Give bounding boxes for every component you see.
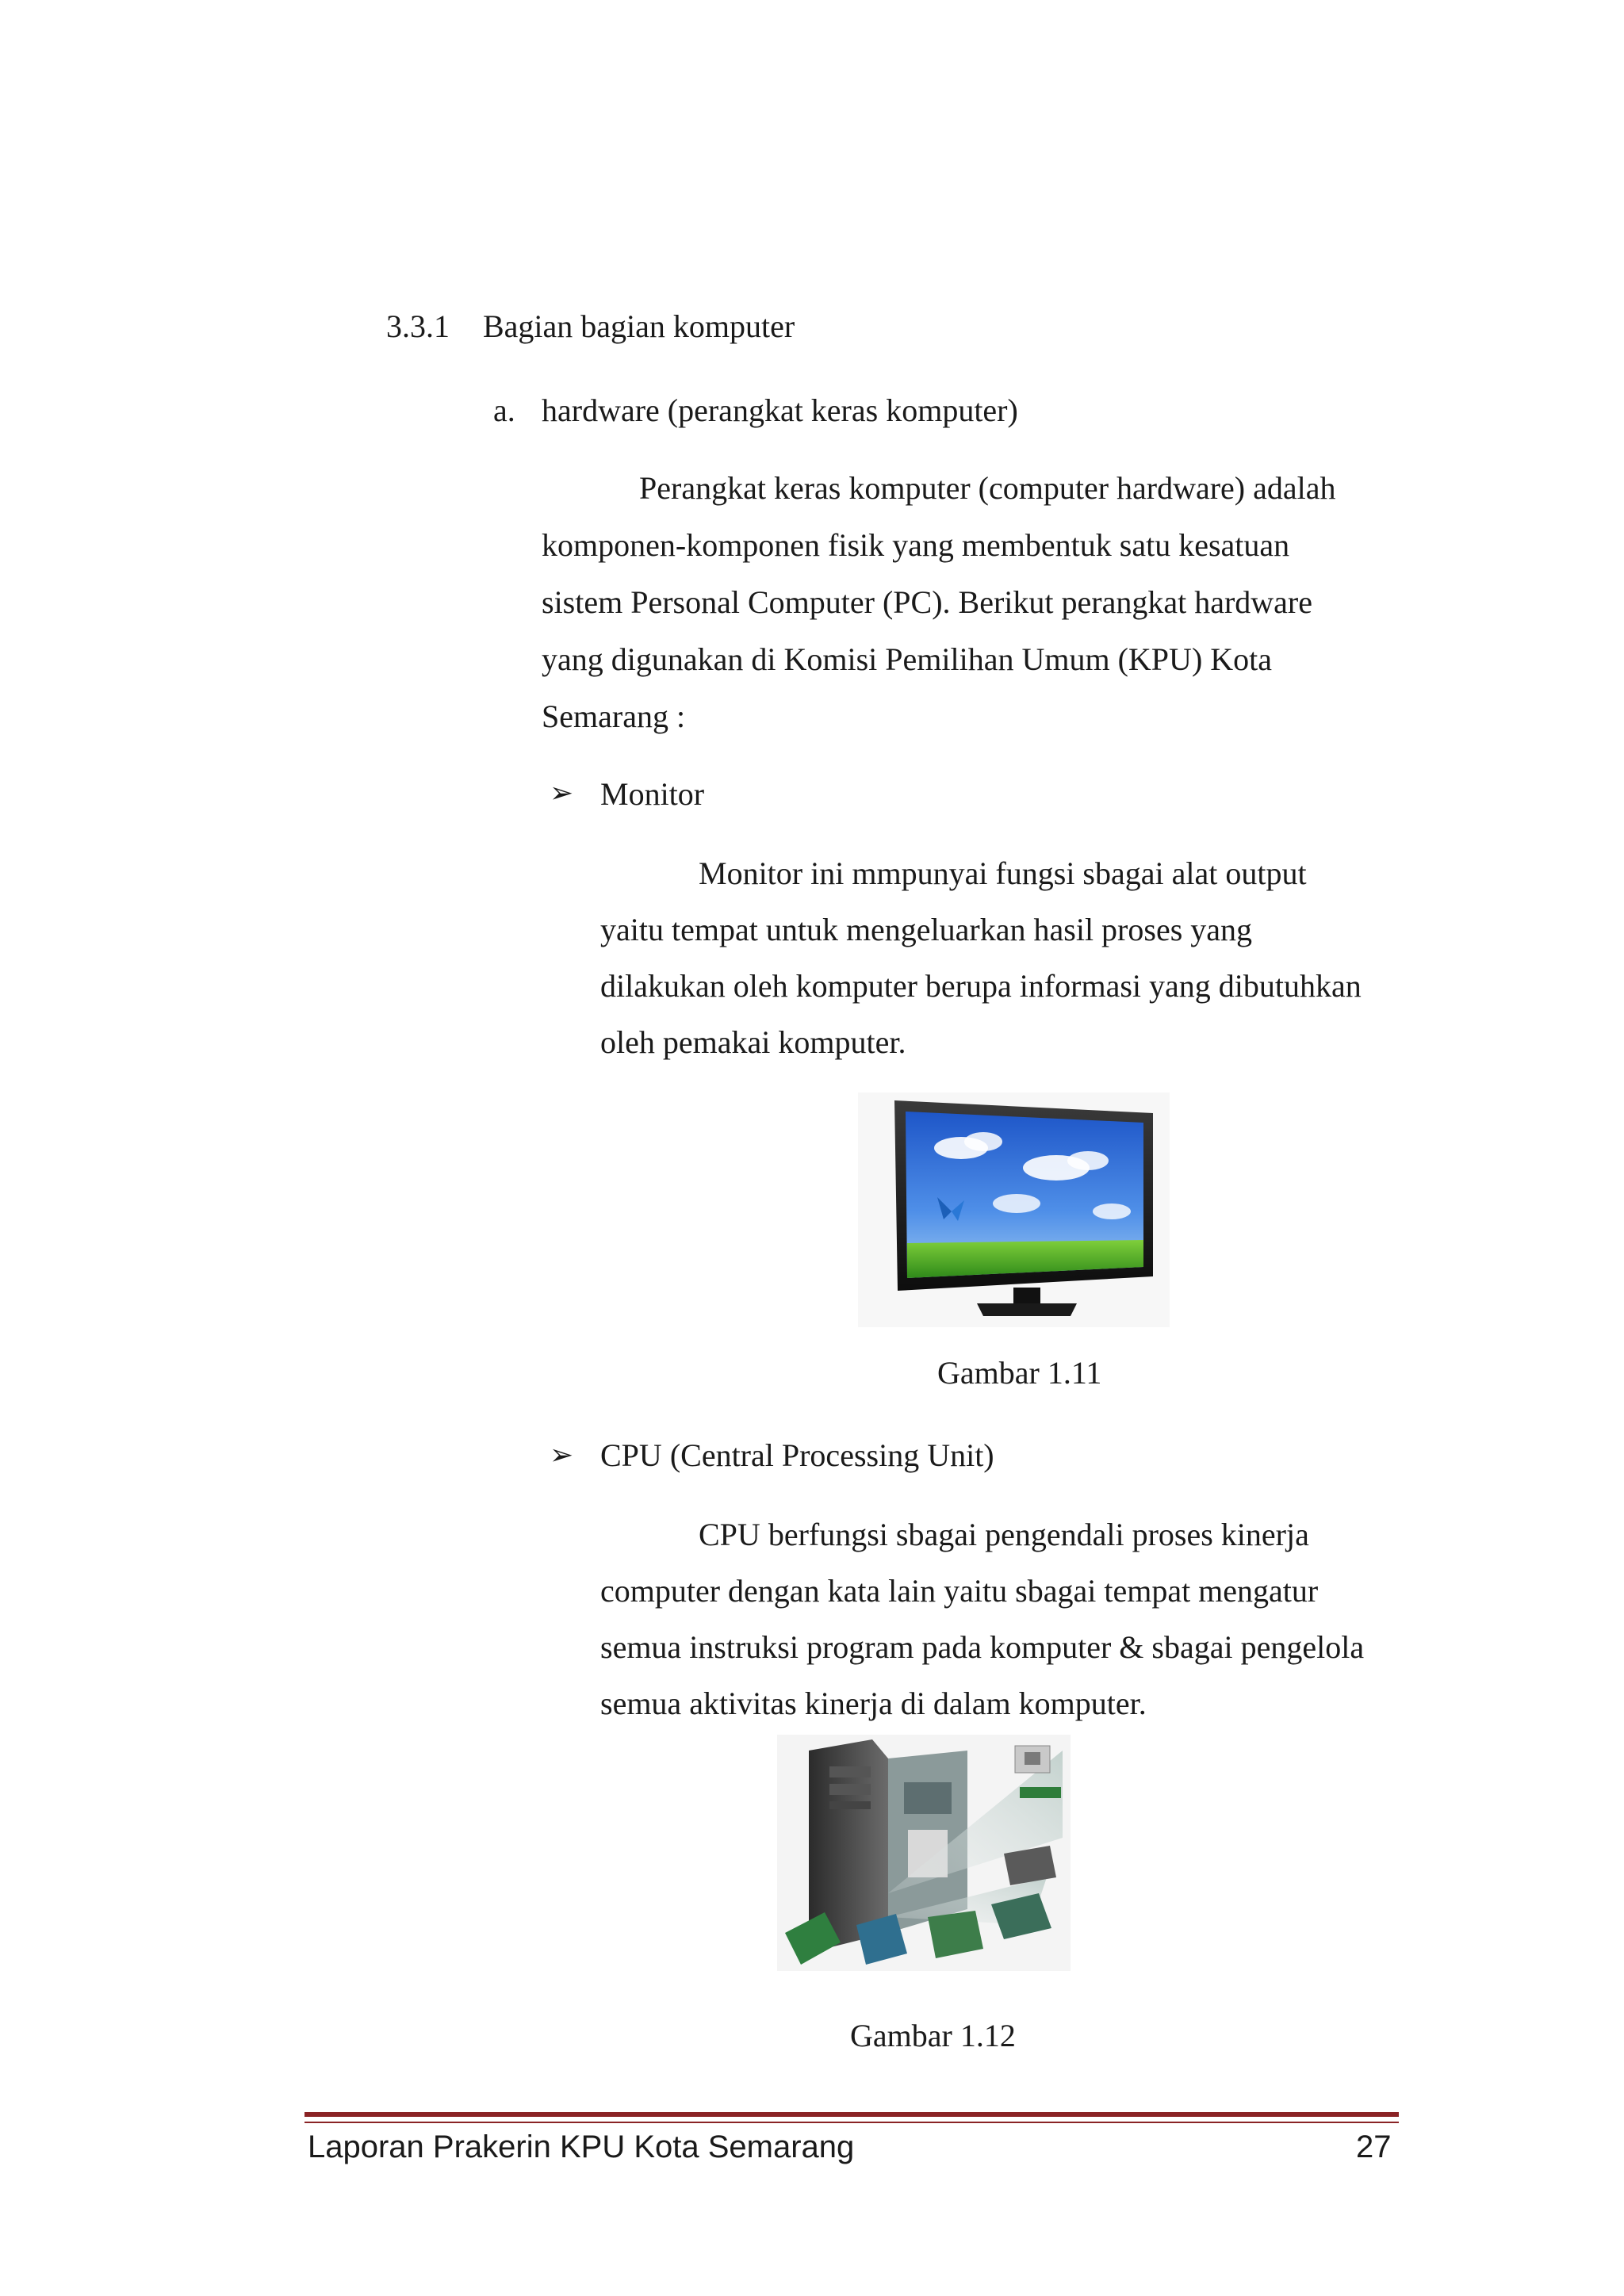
cpu-line: CPU berfungsi sbagai pengendali proses kinerja <box>699 1517 1309 1552</box>
intro-line: Perangkat keras komputer (computer hardware) adalah <box>639 470 1336 506</box>
intro-line: komponen-komponen fisik yang membentuk satu kesatuan <box>542 527 1290 563</box>
subsection-marker: a. <box>493 392 515 428</box>
bullet-arrow-icon: ➢ <box>550 777 574 809</box>
section-number: 3.3.1 <box>386 308 450 344</box>
cpu-illustration <box>777 1735 1071 1971</box>
monitor-line: dilakukan oleh komputer berupa informasi yang dibutuhkan <box>600 968 1362 1004</box>
intro-line: sistem Personal Computer (PC). Berikut perangkat hardware <box>542 584 1312 620</box>
monitor-description <box>600 845 1392 1070</box>
bullet-arrow-icon: ➢ <box>550 1439 574 1471</box>
monitor-line: oleh pemakai komputer. <box>600 1024 906 1060</box>
page-number: 27 <box>1356 2130 1392 2164</box>
cpu-description <box>600 1506 1392 1732</box>
footer-rule-thick <box>304 2112 1399 2117</box>
intro-line: Semarang : <box>542 698 686 734</box>
intro-line: yang digunakan di Komisi Pemilihan Umum (KPU) Kota <box>542 641 1273 677</box>
monitor-line: Monitor ini mmpunyai fungsi sbagai alat output <box>699 855 1307 891</box>
item-title-cpu: CPU (Central Processing Unit) <box>600 1437 994 1473</box>
footer-title: Laporan Prakerin KPU Kota Semarang <box>308 2130 855 2164</box>
monitor-line: yaitu tempat untuk mengeluarkan hasil proses yang <box>600 912 1253 947</box>
figure-caption-1-11: Gambar 1.11 <box>937 1355 1102 1391</box>
cpu-line: computer dengan kata lain yaitu sbagai tempat mengatur <box>600 1573 1319 1609</box>
intro-paragraph <box>542 460 1392 745</box>
figure-caption-1-12: Gambar 1.12 <box>850 2018 1016 2053</box>
monitor-image <box>858 1093 1170 1327</box>
subsection-title: hardware (perangkat keras komputer) <box>542 392 1018 428</box>
monitor-illustration <box>858 1093 1170 1327</box>
item-title-monitor: Monitor <box>600 776 705 812</box>
cpu-line: semua instruksi program pada komputer & sbagai pengelola <box>600 1629 1365 1665</box>
footer-rule-thin <box>304 2122 1399 2123</box>
cpu-line: semua aktivitas kinerja di dalam komputer. <box>600 1686 1147 1721</box>
cpu-image <box>777 1735 1071 1971</box>
section-title: Bagian bagian komputer <box>483 308 795 344</box>
